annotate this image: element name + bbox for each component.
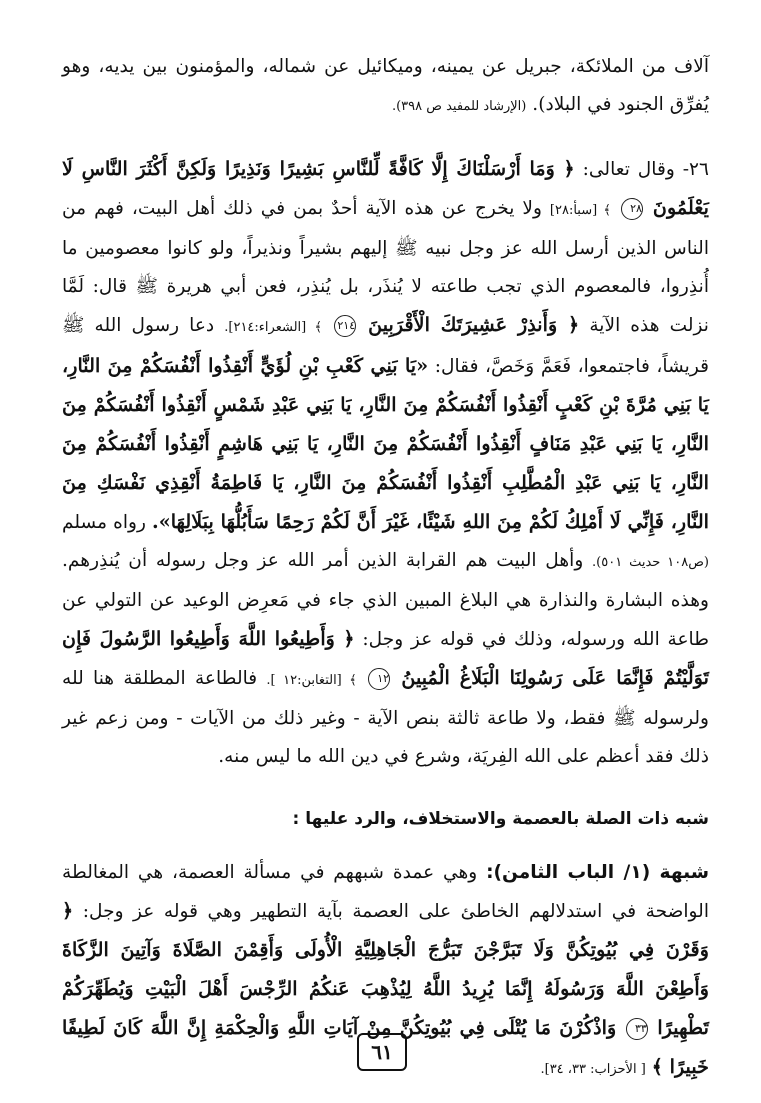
hadith-reference: (ص١٠٨ حديث ٥٠١). <box>592 555 710 570</box>
quran-verse: وَاذْكُرْنَ مَا يُتْلَى فِي بُيُوتِكُنَّ مِنْ آيَاتِ اللَّهِ وَالْحِكْمَةِ إِنَّ اللَّهَ كَانَ لَطِيفًا خَبِيرًا ﴾ <box>62 1016 709 1078</box>
hadith-quote: «يَا بَنِي كَعْبِ بْنِ لُؤَيٍّ أَنْقِذُوا أَنْفُسَكُمْ مِنَ النَّارِ، يَا بَنِي مُرَّةَ بْنِ كَعْبٍ أَنْقِذُوا أَنْفُسَكُمْ مِنَ النَّارِ، يَا بَنِي عَبْدِ شَمْسٍ أَنْقِذُوا أَنْفُسَكُمْ مِنَ النَّارِ، يَا بَنِي عَبْدِ مَنَافٍ أَنْقِذُوا أَنْفُسَكُمْ مِنَ النَّارِ، يَا بَنِي هَاشِمٍ أَنْقِذُوا أَنْفُسَكُمْ مِنَ النَّارِ، يَا بَنِي عَبْدِ الْمُطَّلِبِ أَنْقِذُوا أَنْفُسَكُمْ مِنَ النَّارِ، يَا فَاطِمَةُ أَنْقِذِي نَفْسَكِ مِنَ النَّارِ، فَإِنِّي لَا أَمْلِكُ لَكُمْ مِنَ اللهِ شَيْئًا، غَيْرَ أَنَّ لَكُمْ رَحِمًا سَأَبُلُّهَا بِبَلَالِهَا». <box>62 354 709 533</box>
quran-verse: ﴿ وَقَرْنَ فِي بُيُوتِكُنَّ وَلَا تَبَرَّجْنَ تَبَرُّجَ الْجَاهِلِيَّةِ الْأُولَى وَأَقِمْنَ الصَّلَاةَ وَآتِينَ الزَّكَاةَ وَأَطِعْنَ اللَّهَ وَرَسُولَهُ إِنَّمَا يُرِيدُ اللَّهُ لِيُذْهِبَ عَنكُمُ الرِّجْسَ أَهْلَ الْبَيْتِ وَيُطَهِّرَكُمْ تَطْهِيرًا <box>62 899 709 1039</box>
source-reference: (الإرشاد للمفيد ص ٣٩٨). <box>391 99 527 114</box>
ayah-number-badge: ٢٨ <box>621 198 643 220</box>
paragraph-2-text-c: رواه مسلم <box>62 512 146 533</box>
paragraph-2-text-e: فالطاعة المطلقة هنا لله ولرسوله ﷺ فقط، ولا طاعة ثالثة بنص الآية - وغير ذلك من الآيات - ومن زعم غير ذلك فقد أعظم على الله الفِريَة، وشرع في دين الله ما ليس منه. <box>62 668 709 767</box>
quran-verse: ﴿ وَأَطِيعُوا اللَّهَ وَأَطِيعُوا الرَّسُولَ فَإِن تَوَلَّيْتُمْ فَإِنَّمَا عَلَى رَسُولِنَا الْبَلَاغُ الْمُبِينُ <box>62 627 709 689</box>
page-body <box>62 48 709 1089</box>
verse-reference: ﴾ [الشعراء:٢١٤]. <box>224 320 323 335</box>
section-heading: شبه ذات الصلة بالعصمة والاستخلاف، والرد عليها : <box>292 809 709 829</box>
verse-reference: ﴾ [التغابن:١٢ ]. <box>266 673 357 688</box>
paragraph-1 <box>62 48 709 126</box>
paragraph-2-intro: ٢٦- وقال تعالى: <box>582 159 709 180</box>
page-number: ٦١ <box>357 1033 407 1071</box>
shubha-label: شبهة (١/ الباب الثامن): <box>486 862 709 883</box>
paragraph-2-text-d: وأهل البيت هم القرابة الذين أمر الله عز وجل رسوله أن يُنذِرهم. وهذه البشارة والنذارة هي البلاغ المبين الذي جاء في مَعرِض الوعيد عن التولي عن طاعة الله ورسوله، وذلك في قوله عز وجل: <box>62 550 710 650</box>
paragraph-1-text: آلاف من الملائكة، جبريل عن يمينه، وميكائيل عن شماله، والمؤمنون بين يديه، وهو يُفرِّق الجنود في البلاد). <box>62 56 709 115</box>
quran-verse: ﴿ وَأَنذِرْ عَشِيرَتَكَ الْأَقْرَبِينَ <box>368 313 580 336</box>
ayah-number-badge: ١٢ <box>368 668 390 690</box>
paragraph-2-text-b: دعا رسول الله ﷺ قريشاً، فاجتمعوا، فَعَمَّ وَخَصَّ، فقال: <box>62 315 709 377</box>
ayah-number-badge: ٣٣ <box>626 1018 648 1040</box>
verse-reference: ﴾ [سبأ:٢٨] <box>549 203 611 218</box>
quran-verse: ﴿ وَمَا أَرْسَلْنَاكَ إِلَّا كَافَّةً لِّلنَّاسِ بَشِيرًا وَنَذِيرًا وَلَكِنَّ أَكْثَرَ النَّاسِ لَا يَعْلَمُونَ <box>62 157 709 219</box>
paragraph-3-text: وهي عمدة شبههم في مسألة العصمة، هي المغالطة الواضحة في استدلالهم الخاطئ على العصمة بآية التطهير وهي قوله عز وجل: <box>62 862 709 922</box>
paragraph-2-text-a: ولا يخرج عن هذه الآية أحدٌ بمن في ذلك أهل البيت، فهم من الناس الذين أرسل الله عز وجل نبيه ﷺ إليهم بشيراً ونذيراً، ولو كانوا معصومين ما أُنذِروا، فالمعصوم الذي تجب طاعته لا يُنذَر، بل يُنذِر، فعن أبي هريرة ﷺ قال: لَمَّا نزلت هذه الآية <box>62 198 709 336</box>
verse-reference: [ الأحزاب: ٣٣، ٣٤]. <box>540 1062 646 1077</box>
ayah-number-badge: ٢١٤ <box>334 315 356 337</box>
paragraph-2 <box>62 150 709 776</box>
